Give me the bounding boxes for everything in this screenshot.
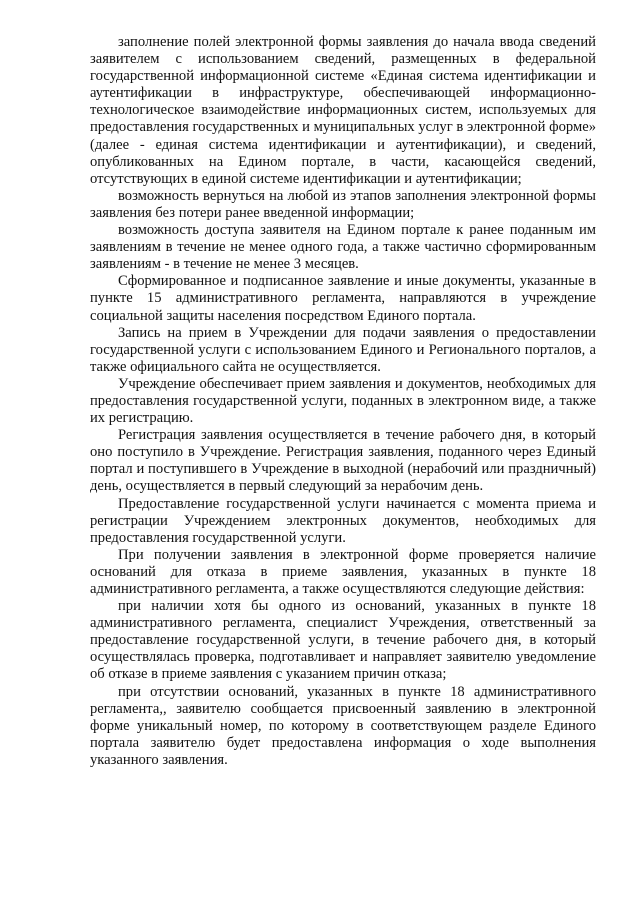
paragraph-6: Учреждение обеспечивает прием заявления и документов, необходимых для предоставления государственной услуги, поданных в электронном виде, а также их регистрацию. <box>90 375 596 427</box>
paragraph-7: Регистрация заявления осуществляется в течение рабочего дня, в который оно поступило в Учреждение. Регистрация заявления, поданного через Единый портал и поступившего в Учреждение в выходной (нерабочий или праздничный) день, осуществляется в первый следующий за нерабочим день. <box>90 427 596 495</box>
document-body <box>90 34 596 769</box>
paragraph-9: При получении заявления в электронной форме проверяется наличие оснований для отказа в приеме заявления, указанных в пункте 18 административного регламента, а также осуществляются следующие действия: <box>90 546 596 597</box>
paragraph-10: при наличии хотя бы одного из оснований, указанных в пункте 18 административного регламента, специалист Учреждения, ответственный за предоставление государственной услуги, в течение рабочего дня, в который осуществлялась проверка, подготавливает и направляет заявителю уведомление об отказе в приеме заявления с указанием причин отказа; <box>90 598 596 683</box>
paragraph-5: Запись на прием в Учреждении для подачи заявления о предоставлении государственной услуги с использованием Единого и Регионального порталов, а также официального сайта не осуществляется. <box>90 324 596 375</box>
paragraph-8: Предоставление государственной услуги начинается с момента приема и регистрации Учреждением электронных документов, необходимых для предоставления государственной услуги. <box>90 495 596 546</box>
paragraph-11: при отсутствии оснований, указанных в пункте 18 административного регламента,, заявителю сообщается присвоенный заявлению в электронной форме уникальный номер, по которому в соответствующем разделе Единого портала заявителю будет предоставлена информация о ходе выполнения указанного заявления. <box>90 683 596 768</box>
paragraph-4: Сформированное и подписанное заявление и иные документы, указанные в пункте 15 административного регламента, направляются в учреждение социальной защиты населения посредством Единого портала. <box>90 273 596 324</box>
paragraph-2: возможность вернуться на любой из этапов заполнения электронной формы заявления без потери ранее введенной информации; <box>90 187 596 221</box>
paragraph-3: возможность доступа заявителя на Едином портале к ранее поданным им заявлениям в течение не менее одного года, а также частично сформированным заявлениям - в течение не менее 3 месяцев. <box>90 222 596 273</box>
paragraph-1: заполнение полей электронной формы заявления до начала ввода сведений заявителем с использованием сведений, размещенных в федеральной государственной информационной системе «Единая система идентификации и аутентификации в инфраструктуре, обеспечивающей информационно-технологическое взаимодействие информационных систем, используемых для предоставления государственных и муниципальных услуг в электронной форме» (далее - единая система идентификации и аутентификации), и сведений, опубликованных на Едином портале, в части, касающейся сведений, отсутствующих в единой системе идентификации и аутентификации; <box>90 34 596 187</box>
